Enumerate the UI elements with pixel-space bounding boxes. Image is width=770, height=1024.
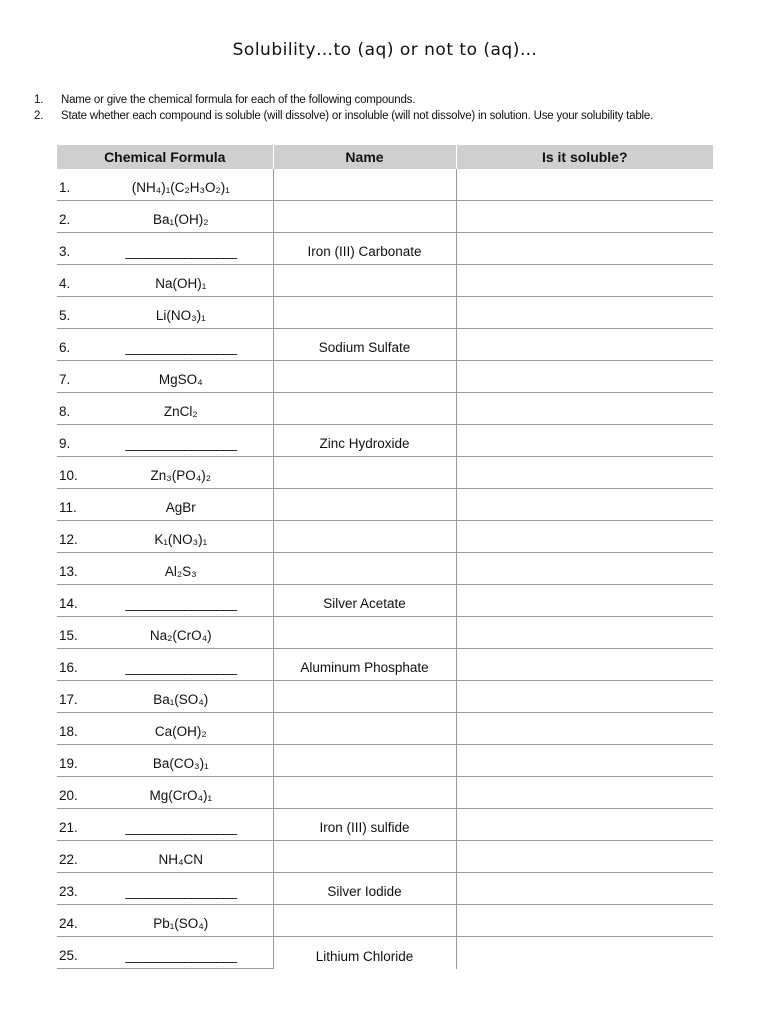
- formula-blank: _________________: [125, 820, 237, 835]
- table-row: [57, 297, 713, 329]
- table-row: [57, 809, 713, 841]
- soluble-answer-cell[interactable]: [456, 233, 713, 265]
- soluble-answer-cell[interactable]: [456, 905, 713, 937]
- table-row: [57, 841, 713, 873]
- formula-cell: [57, 489, 273, 521]
- table-row: [57, 905, 713, 937]
- table-header-row: [57, 145, 713, 169]
- formula-cell: [57, 265, 273, 297]
- formula-cell[interactable]: [57, 425, 273, 457]
- formula-cell: [57, 361, 273, 393]
- name-cell: [273, 233, 456, 265]
- row-number: 24.: [59, 916, 78, 931]
- formula-blank: _________________: [125, 244, 237, 259]
- formula-cell: [57, 681, 273, 713]
- row-number: 23.: [59, 884, 78, 899]
- chemical-formula: (NH₄)₁(C₂H₃O₂)₁: [131, 180, 230, 195]
- row-number: 17.: [59, 692, 78, 707]
- soluble-answer-cell[interactable]: [456, 809, 713, 841]
- compound-name: Silver Iodide: [327, 884, 402, 899]
- soluble-answer-cell[interactable]: [456, 265, 713, 297]
- formula-cell: [57, 201, 273, 233]
- row-number: 7.: [59, 372, 71, 387]
- formula-cell: [57, 297, 273, 329]
- soluble-answer-cell[interactable]: [456, 681, 713, 713]
- table-row: [57, 265, 713, 297]
- row-number: 8.: [59, 404, 71, 419]
- name-cell: [273, 809, 456, 841]
- name-cell[interactable]: [273, 457, 456, 489]
- formula-blank: _________________: [125, 436, 237, 451]
- table-row: [57, 745, 713, 777]
- formula-cell: [57, 777, 273, 809]
- table-row: [57, 713, 713, 745]
- formula-cell[interactable]: [57, 937, 273, 969]
- name-cell[interactable]: [273, 841, 456, 873]
- row-number: 4.: [59, 276, 71, 291]
- soluble-answer-cell[interactable]: [456, 489, 713, 521]
- table-row: [57, 585, 713, 617]
- row-number: 13.: [59, 564, 78, 579]
- row-number: 5.: [59, 308, 71, 323]
- row-number: 10.: [59, 468, 78, 483]
- name-cell[interactable]: [273, 521, 456, 553]
- name-cell[interactable]: [273, 553, 456, 585]
- formula-cell[interactable]: [57, 809, 273, 841]
- row-number: 11.: [59, 500, 77, 515]
- formula-blank: _________________: [125, 596, 237, 611]
- table-row: [57, 425, 713, 457]
- table-row: [57, 937, 713, 969]
- name-cell[interactable]: [273, 905, 456, 937]
- soluble-answer-cell[interactable]: [456, 201, 713, 233]
- compound-name: Zinc Hydroxide: [319, 436, 410, 451]
- formula-cell[interactable]: [57, 873, 273, 905]
- formula-cell[interactable]: [57, 649, 273, 681]
- table-row: [57, 169, 713, 201]
- formula-cell: [57, 745, 273, 777]
- soluble-answer-cell[interactable]: [456, 841, 713, 873]
- formula-cell: [57, 553, 273, 585]
- soluble-answer-cell[interactable]: [456, 649, 713, 681]
- chemical-formula: Ba(CO₃)₁: [152, 756, 209, 771]
- name-cell[interactable]: [273, 617, 456, 649]
- chemical-formula: Al₂S₃: [164, 564, 197, 579]
- formula-cell: [57, 617, 273, 649]
- worksheet-title: Solubility…to (aq) or not to (aq)…: [232, 40, 538, 60]
- soluble-answer-cell[interactable]: [456, 361, 713, 393]
- header-name: Name: [273, 145, 456, 169]
- row-number: 6.: [59, 340, 71, 355]
- soluble-answer-cell[interactable]: [456, 745, 713, 777]
- table-row: [57, 329, 713, 361]
- chemical-formula: Ba₁(SO₄): [153, 692, 209, 707]
- chemical-formula: K₁(NO₃)₁: [154, 532, 208, 547]
- formula-cell[interactable]: [57, 233, 273, 265]
- row-number: 16.: [59, 660, 78, 675]
- instruction-item: [34, 92, 754, 108]
- formula-blank: _________________: [125, 660, 237, 675]
- row-number: 12.: [59, 532, 78, 547]
- row-number: 3.: [59, 244, 71, 259]
- name-cell: [273, 873, 456, 905]
- instruction-number: 2.: [34, 110, 44, 122]
- soluble-answer-cell[interactable]: [456, 521, 713, 553]
- table-row: [57, 873, 713, 905]
- soluble-answer-cell[interactable]: [456, 937, 713, 969]
- name-cell[interactable]: [273, 681, 456, 713]
- row-number: 19.: [59, 756, 78, 771]
- instruction-text: State whether each compound is soluble (will dissolve) or insoluble (will not dissolve) in solution. Use your solubility table.: [61, 110, 654, 122]
- chemical-formula: Mg(CrO₄)₁: [149, 788, 213, 803]
- instruction-number: 1.: [34, 94, 44, 106]
- formula-blank: _________________: [125, 340, 237, 355]
- formula-cell: [57, 841, 273, 873]
- name-cell[interactable]: [273, 745, 456, 777]
- soluble-answer-cell[interactable]: [456, 713, 713, 745]
- soluble-answer-cell[interactable]: [456, 873, 713, 905]
- table-row: [57, 489, 713, 521]
- soluble-answer-cell[interactable]: [456, 457, 713, 489]
- table-row: [57, 617, 713, 649]
- table-body: [57, 169, 713, 969]
- row-number: 22.: [59, 852, 78, 867]
- formula-cell: [57, 905, 273, 937]
- formula-cell[interactable]: [57, 585, 273, 617]
- formula-cell: [57, 713, 273, 745]
- row-number: 1.: [59, 180, 71, 195]
- soluble-answer-cell[interactable]: [456, 553, 713, 585]
- row-number: 15.: [59, 628, 78, 643]
- name-cell[interactable]: [273, 169, 456, 201]
- soluble-answer-cell[interactable]: [456, 297, 713, 329]
- header-is-it-soluble: Is it soluble?: [456, 145, 713, 169]
- formula-cell[interactable]: [57, 329, 273, 361]
- name-cell: [273, 649, 456, 681]
- name-cell: [273, 937, 456, 969]
- chemical-formula: Na(OH)₁: [155, 276, 207, 291]
- name-cell[interactable]: [273, 201, 456, 233]
- soluble-answer-cell[interactable]: [456, 393, 713, 425]
- table-row: [57, 393, 713, 425]
- table-row: [57, 201, 713, 233]
- compound-name: Silver Acetate: [323, 596, 406, 611]
- formula-cell: [57, 169, 273, 201]
- soluble-answer-cell[interactable]: [456, 777, 713, 809]
- row-number: 2.: [59, 212, 71, 227]
- soluble-answer-cell[interactable]: [456, 425, 713, 457]
- row-number: 25.: [59, 948, 78, 963]
- soluble-answer-cell[interactable]: [456, 329, 713, 361]
- compound-name: Aluminum Phosphate: [300, 660, 429, 675]
- table-row: [57, 553, 713, 585]
- header-chemical-formula: Chemical Formula: [57, 145, 273, 169]
- name-cell[interactable]: [273, 777, 456, 809]
- table-row: [57, 457, 713, 489]
- name-cell: [273, 425, 456, 457]
- row-number: 14.: [59, 596, 78, 611]
- name-cell[interactable]: [273, 297, 456, 329]
- chemical-formula: AgBr: [165, 500, 196, 515]
- table-row: [57, 681, 713, 713]
- row-number: 20.: [59, 788, 78, 803]
- soluble-answer-cell[interactable]: [456, 169, 713, 201]
- chemical-formula: NH₄CN: [158, 852, 203, 867]
- chemical-formula: ZnCl₂: [163, 404, 198, 419]
- name-cell[interactable]: [273, 361, 456, 393]
- soluble-answer-cell[interactable]: [456, 617, 713, 649]
- chemical-formula: Li(NO₃)₁: [155, 308, 206, 323]
- chemical-formula: Ba₁(OH)₂: [152, 212, 209, 227]
- instruction-item: [34, 108, 754, 124]
- table-row: [57, 361, 713, 393]
- compound-name: Sodium Sulfate: [318, 340, 411, 355]
- name-cell: [273, 585, 456, 617]
- table-row: [57, 233, 713, 265]
- name-cell[interactable]: [273, 265, 456, 297]
- compound-name: Iron (III) Carbonate: [307, 244, 422, 259]
- instruction-text: Name or give the chemical formula for each of the following compounds.: [61, 94, 416, 106]
- formula-cell: [57, 457, 273, 489]
- instructions: [34, 92, 754, 124]
- row-number: 21.: [59, 820, 78, 835]
- chemical-formula: MgSO₄: [158, 372, 203, 387]
- name-cell[interactable]: [273, 713, 456, 745]
- chemical-formula: Pb₁(SO₄): [153, 916, 209, 931]
- formula-blank: _________________: [125, 884, 237, 899]
- table-row: [57, 649, 713, 681]
- chemical-formula: Zn₃(PO₄)₂: [150, 468, 211, 483]
- row-number: 18.: [59, 724, 78, 739]
- row-number: 9.: [59, 436, 71, 451]
- chemical-formula: Na₂(CrO₄): [149, 628, 212, 643]
- chemical-formula: Ca(OH)₂: [154, 724, 207, 739]
- compound-name: Iron (III) sulfide: [319, 820, 410, 835]
- formula-cell: [57, 393, 273, 425]
- formula-blank: _________________: [125, 948, 237, 963]
- solubility-table: [57, 145, 713, 969]
- name-cell[interactable]: [273, 489, 456, 521]
- table-row: [57, 777, 713, 809]
- table-row: [57, 521, 713, 553]
- compound-name: Lithium Chloride: [315, 948, 414, 964]
- name-cell: [273, 329, 456, 361]
- soluble-answer-cell[interactable]: [456, 585, 713, 617]
- name-cell[interactable]: [273, 393, 456, 425]
- formula-cell: [57, 521, 273, 553]
